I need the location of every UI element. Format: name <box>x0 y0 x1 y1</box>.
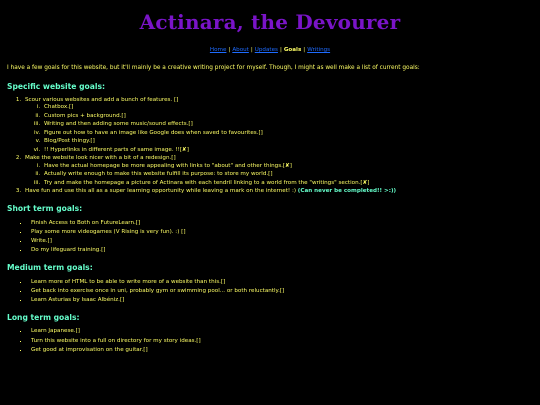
sub-list-item: vi. !! Hyperlinks in different parts of same image. !![✘] <box>42 147 533 154</box>
list-item: ▪ Do my lifeguard training.[] <box>29 247 533 254</box>
nav-link-writings[interactable]: Writings <box>307 47 331 53</box>
nav-separator: | <box>228 47 231 53</box>
top-nav <box>7 47 533 54</box>
list-item: ▪ Learn Japanese.[] <box>29 328 533 335</box>
sub-list-item: i. Chatbox.[] <box>42 104 533 111</box>
site-title: Actinara, the Devourer <box>139 10 401 34</box>
list-item <box>23 97 533 154</box>
list-item: ▪ Turn this website into a full on directory for my story ideas.[] <box>29 338 533 345</box>
list-item: ▪ Learn more of HTML to be able to write more of a website than this.[] <box>29 279 533 286</box>
nav-separator: | <box>250 47 253 53</box>
nav-separator: | <box>303 47 306 53</box>
nav-current-goals: Goals <box>283 47 302 53</box>
short-term-heading: Short term goals: <box>7 204 83 214</box>
list-item <box>23 188 533 195</box>
sub-list <box>42 163 533 187</box>
list-item <box>23 155 533 186</box>
list-item-text: Have fun and use this all as a super learning opportunity while leaving a mark on the internet! :) <box>25 188 298 195</box>
long-term-list <box>29 328 533 353</box>
list-item: ▪ Get good at improvisation on the guitar.[] <box>29 347 533 354</box>
list-item: ▪ Learn Asturias by Isaac Albéniz.[] <box>29 297 533 304</box>
specific-goals-list <box>23 97 533 195</box>
medium-term-list <box>29 279 533 304</box>
long-term-heading: Long term goals: <box>7 313 80 323</box>
specific-goals-heading: Specific website goals: <box>7 81 106 91</box>
intro-text: I have a few goals for this website, but it'll mainly be a creative writing project for myself. Though, I might as well make a list of current goals: <box>7 65 420 72</box>
sub-list-item: iii. Try and make the homepage a picture of Actinara with each tendril linking to a world from the "writings" section.[✘] <box>42 180 533 187</box>
sub-list-item: ii. Actually write enough to make this website fulfill its purpose: to store my world.[] <box>42 171 533 178</box>
list-item: ▪ Finish Access to Both on FutureLearn.[] <box>29 220 533 227</box>
sub-list-item: iii. Writing and then adding some music/sound effects.[] <box>42 121 533 128</box>
nav-link-updates[interactable]: Updates <box>254 47 278 53</box>
list-item: ▪ Write.[] <box>29 238 533 245</box>
sub-list-item: i. Have the actual homepage be more appealing with links to "about" and other things.[✘] <box>42 163 533 170</box>
never-completed-note: (Can never be completed!! >:)) <box>297 188 397 195</box>
sub-list <box>42 104 533 154</box>
nav-link-about[interactable]: About <box>232 47 249 53</box>
nav-separator: | <box>279 47 282 53</box>
sub-list-item: v. Blog/Post thingy.[] <box>42 138 533 145</box>
list-item-text: Scour various websites and add a bunch of features. [] <box>25 96 179 103</box>
sub-list-item: ii. Custom pics + background.[] <box>42 113 533 120</box>
list-item: ▪ Play some more videogames (V Rising is very fun). :) [] <box>29 229 533 236</box>
sub-list-item: iv. Figure out how to have an image like Google does when saved to favourites.[] <box>42 130 533 137</box>
nav-link-home[interactable]: Home <box>209 47 227 53</box>
list-item: ▪ Get back into exercise once in uni, probably gym or swimming pool... or both reluctantly.[] <box>29 288 533 295</box>
short-term-list <box>29 220 533 255</box>
list-item-text: Make the website look nicer with a bit of a redesign.[] <box>25 155 176 162</box>
medium-term-heading: Medium term goals: <box>7 263 93 273</box>
